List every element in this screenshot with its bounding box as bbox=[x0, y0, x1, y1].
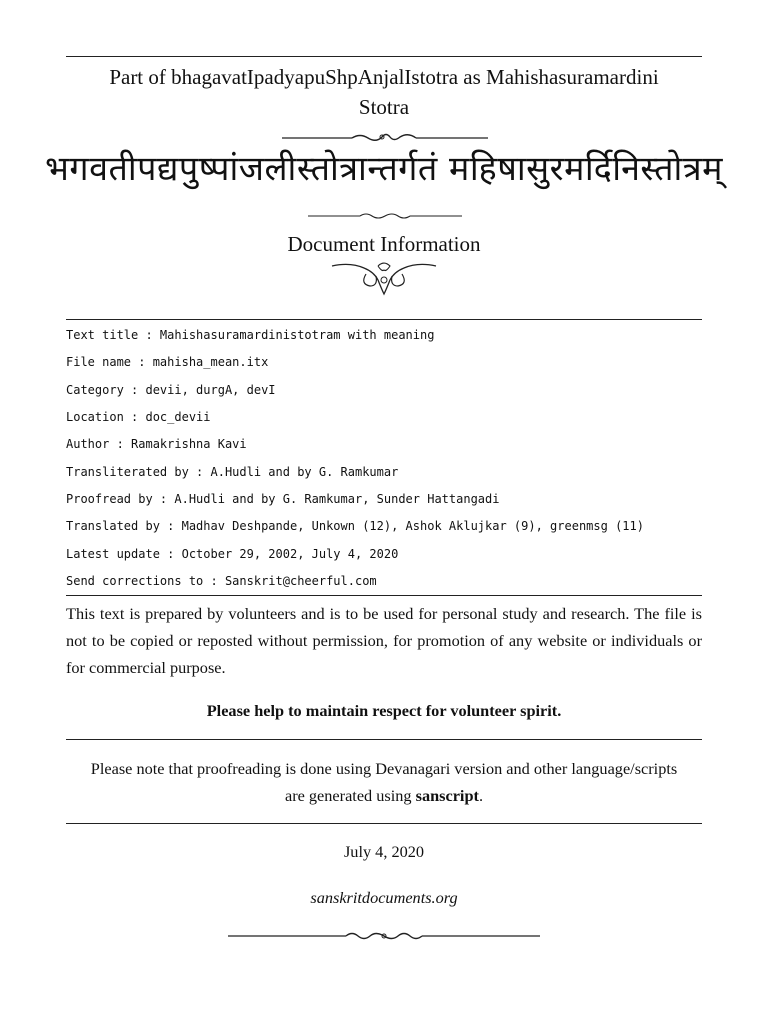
volunteer-notice: This text is prepared by volunteers and is to be used for personal study and research. The file is not to be copied or reposted without permission, for promotion of any website or individuals or for commercial purpose. bbox=[66, 604, 702, 677]
sanskrit-title: भगवतीपद्यपुष्पांजलीस्तोत्रान्तर्गतं महिषासुरमर्दिनिस्तोत्रम् bbox=[45, 149, 723, 189]
info-row-proofread: Proofread by : A.Hudli and by G. Ramkumar, Sunder Hattangadi bbox=[66, 492, 500, 506]
note-prefix: are generated using bbox=[284, 786, 416, 805]
bottom-ornament-divider-icon bbox=[228, 928, 540, 944]
doc-info-heading: Document Information bbox=[287, 232, 481, 256]
info-row-file-name: File name : mahisha_mean.itx bbox=[66, 355, 269, 369]
proofreading-note-line-1: Please note that proofreading is done using Devanagari version and other language/scripts bbox=[90, 759, 678, 778]
ornament-divider-icon bbox=[282, 129, 488, 145]
info-bottom-rule bbox=[66, 595, 702, 596]
proofreading-note-line-2 bbox=[0, 782, 768, 809]
small-ornament-divider-icon bbox=[308, 210, 462, 222]
site-link[interactable]: sanskritdocuments.org bbox=[310, 888, 458, 907]
info-row-translated: Translated by : Madhav Deshpande, Unkown (12), Ashok Aklujkar (9), greenmsg (11) bbox=[66, 519, 644, 533]
top-rule bbox=[66, 56, 702, 57]
document-date: July 4, 2020 bbox=[343, 842, 425, 861]
info-row-corrections: Send corrections to : Sanskrit@cheerful.com bbox=[66, 574, 377, 588]
proofreading-note bbox=[0, 755, 768, 809]
info-row-category: Category : devii, durgA, devI bbox=[66, 383, 276, 397]
note-suffix: . bbox=[478, 786, 484, 805]
info-top-rule bbox=[66, 319, 702, 320]
info-row-latest-update: Latest update : October 29, 2002, July 4, 2020 bbox=[66, 547, 399, 561]
note-rule bbox=[66, 823, 702, 824]
info-row-transliterated: Transliterated by : A.Hudli and by G. Ramkumar bbox=[66, 465, 399, 479]
info-row-author: Author : Ramakrishna Kavi bbox=[66, 437, 247, 451]
title-line-1: Part of bhagavatIpadyapuShpAnjalIstotra as Mahishasuramardini bbox=[109, 65, 659, 89]
flourish-ornament-icon bbox=[330, 258, 438, 298]
info-row-title: Text title : Mahishasuramardinistotram with meaning bbox=[66, 328, 435, 342]
title-line-2: Stotra bbox=[358, 95, 410, 119]
notice-rule bbox=[66, 739, 702, 740]
respect-notice: Please help to maintain respect for volunteer spirit. bbox=[206, 701, 562, 720]
info-row-location: Location : doc_devii bbox=[66, 410, 211, 424]
page-title bbox=[0, 62, 768, 122]
sanscript-link[interactable]: sanscript bbox=[415, 786, 479, 805]
